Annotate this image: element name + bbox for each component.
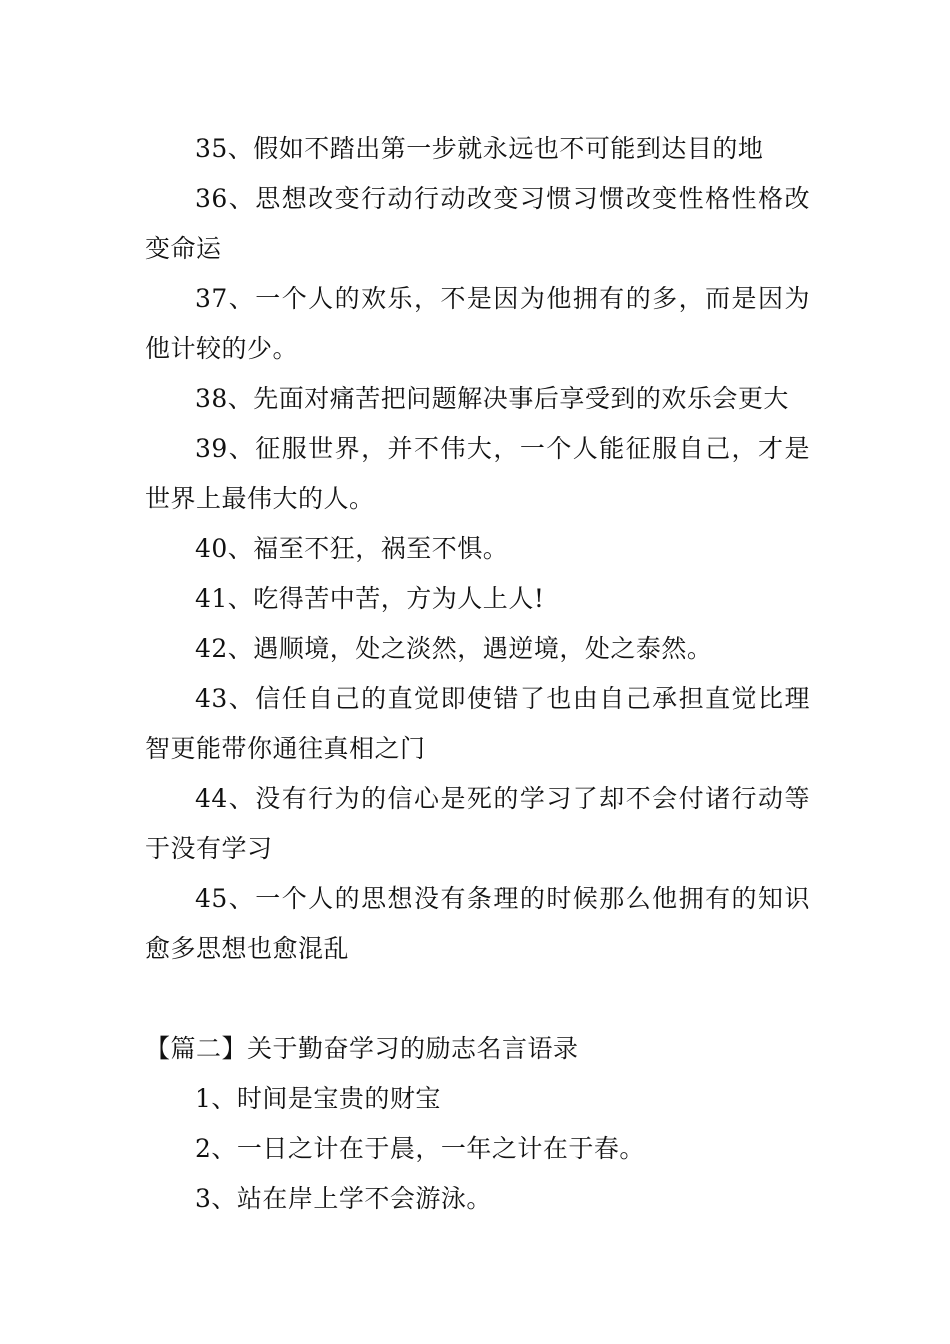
section-heading: 【篇二】关于勤奋学习的励志名言语录 [145, 1034, 579, 1063]
document-body [145, 124, 810, 1224]
quote-35: 35、假如不踏出第一步就永远也不可能到达目的地 [195, 134, 764, 163]
quote-1: 1、时间是宝贵的财宝 [195, 1084, 441, 1113]
quote-45: 45、一个人的思想没有条理的时候那么他拥有的知识愈多思想也愈混乱 [145, 884, 810, 963]
quote-2: 2、一日之计在于晨，一年之计在于春。 [195, 1134, 645, 1163]
quote-39: 39、征服世界，并不伟大，一个人能征服自己，才是世界上最伟大的人。 [145, 434, 810, 513]
quote-41: 41、吃得苦中苦，方为人上人! [195, 584, 545, 613]
quote-3: 3、站在岸上学不会游泳。 [195, 1184, 492, 1213]
quote-37: 37、一个人的欢乐，不是因为他拥有的多，而是因为他计较的少。 [145, 284, 810, 363]
quote-36: 36、思想改变行动行动改变习惯习惯改变性格性格改变命运 [145, 184, 810, 263]
quote-40: 40、福至不狂，祸至不惧。 [195, 534, 509, 563]
quote-43: 43、信任自己的直觉即使错了也由自己承担直觉比理智更能带你通往真相之门 [145, 684, 810, 763]
section-gap [145, 974, 810, 1024]
quote-38: 38、先面对痛苦把问题解决事后享受到的欢乐会更大 [195, 384, 789, 413]
quote-44: 44、没有行为的信心是死的学习了却不会付诸行动等于没有学习 [145, 784, 810, 863]
quote-42: 42、遇顺境，处之淡然，遇逆境，处之泰然。 [195, 634, 713, 663]
